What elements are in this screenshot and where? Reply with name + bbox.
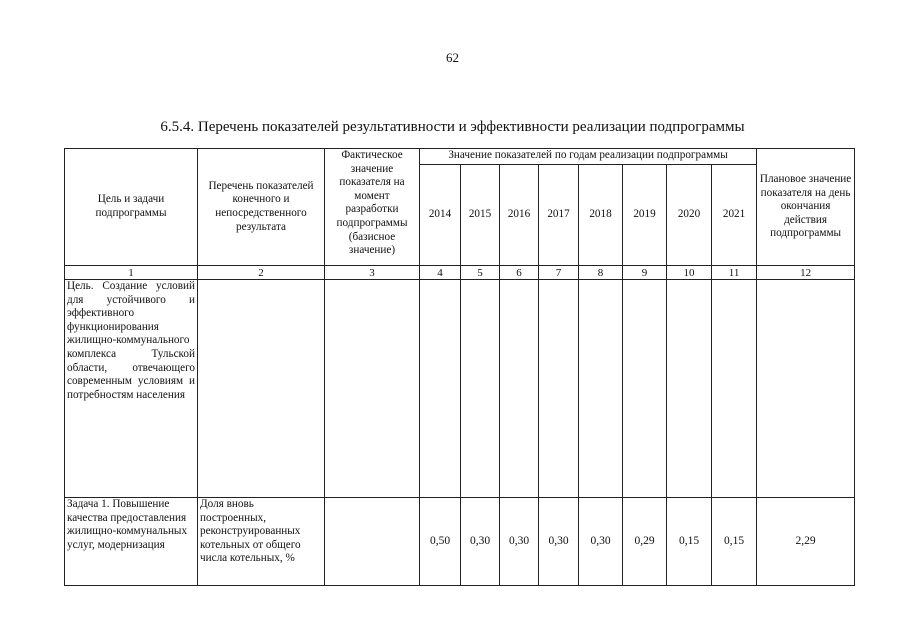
year-value-cell [579, 280, 623, 498]
actual-value-cell [325, 280, 420, 498]
year-value-cell [623, 280, 667, 498]
table-row [65, 498, 855, 586]
year-value-cell [539, 280, 579, 498]
year-value-cell: 0,30 [500, 498, 539, 586]
goal-cell: Задача 1. Повышение качества предоставления жилищно-коммунальных услуг, модернизация [65, 498, 198, 586]
header-year: 2017 [539, 165, 579, 266]
year-value-cell: 0,30 [461, 498, 500, 586]
year-value-cell: 0,50 [420, 498, 461, 586]
year-value-cell: 0,30 [539, 498, 579, 586]
year-value-cell: 0,15 [667, 498, 712, 586]
year-value-cell [500, 280, 539, 498]
indicators-table [64, 148, 855, 586]
header-years-group: Значение показателей по годам реализации подпрограммы [420, 149, 757, 165]
column-number: 2 [198, 266, 325, 280]
year-value-cell [420, 280, 461, 498]
year-value-cell [461, 280, 500, 498]
indicator-cell: Доля вновь построенных, реконструированных котельных от общего числа котельных, % [198, 498, 325, 586]
header-year: 2016 [500, 165, 539, 266]
header-indicators: Перечень показателей конечного и непосредственного результата [198, 149, 325, 266]
table-row [65, 280, 855, 498]
page-number: 62 [446, 50, 459, 65]
header-goal: Цель и задачи подпрограммы [65, 149, 198, 266]
year-value-cell: 0,30 [579, 498, 623, 586]
section-title: 6.5.4. Перечень показателей результативности и эффективности реализации подпрограммы [160, 119, 745, 135]
header-year: 2014 [420, 165, 461, 266]
header-year: 2020 [667, 165, 712, 266]
year-value-cell: 0,29 [623, 498, 667, 586]
header-year: 2019 [623, 165, 667, 266]
header-actual-value: Фактическое значение показателя на момент разработки подпрограммы (базисное значение) [325, 149, 420, 266]
planned-value-cell [757, 280, 855, 498]
year-value-cell [712, 280, 757, 498]
column-number: 4 [420, 266, 461, 280]
column-number: 11 [712, 266, 757, 280]
header-year: 2021 [712, 165, 757, 266]
column-number: 9 [623, 266, 667, 280]
column-number: 6 [500, 266, 539, 280]
column-number: 8 [579, 266, 623, 280]
header-year: 2015 [461, 165, 500, 266]
header-year: 2018 [579, 165, 623, 266]
year-value-cell [667, 280, 712, 498]
column-number: 12 [757, 266, 855, 280]
column-number: 5 [461, 266, 500, 280]
actual-value-cell [325, 498, 420, 586]
planned-value-cell: 2,29 [757, 498, 855, 586]
column-number: 7 [539, 266, 579, 280]
year-value-cell: 0,15 [712, 498, 757, 586]
header-planned-value: Плановое значение показателя на день окончания действия подпрограммы [757, 149, 855, 266]
column-number: 10 [667, 266, 712, 280]
goal-cell: Цель. Создание условий для устойчивого и эффективного функционирования жилищно-коммунального комплекса Тульской области, отвечающего современным условиям и потребностям населения [65, 280, 198, 498]
indicator-cell [198, 280, 325, 498]
column-number: 3 [325, 266, 420, 280]
column-number: 1 [65, 266, 198, 280]
